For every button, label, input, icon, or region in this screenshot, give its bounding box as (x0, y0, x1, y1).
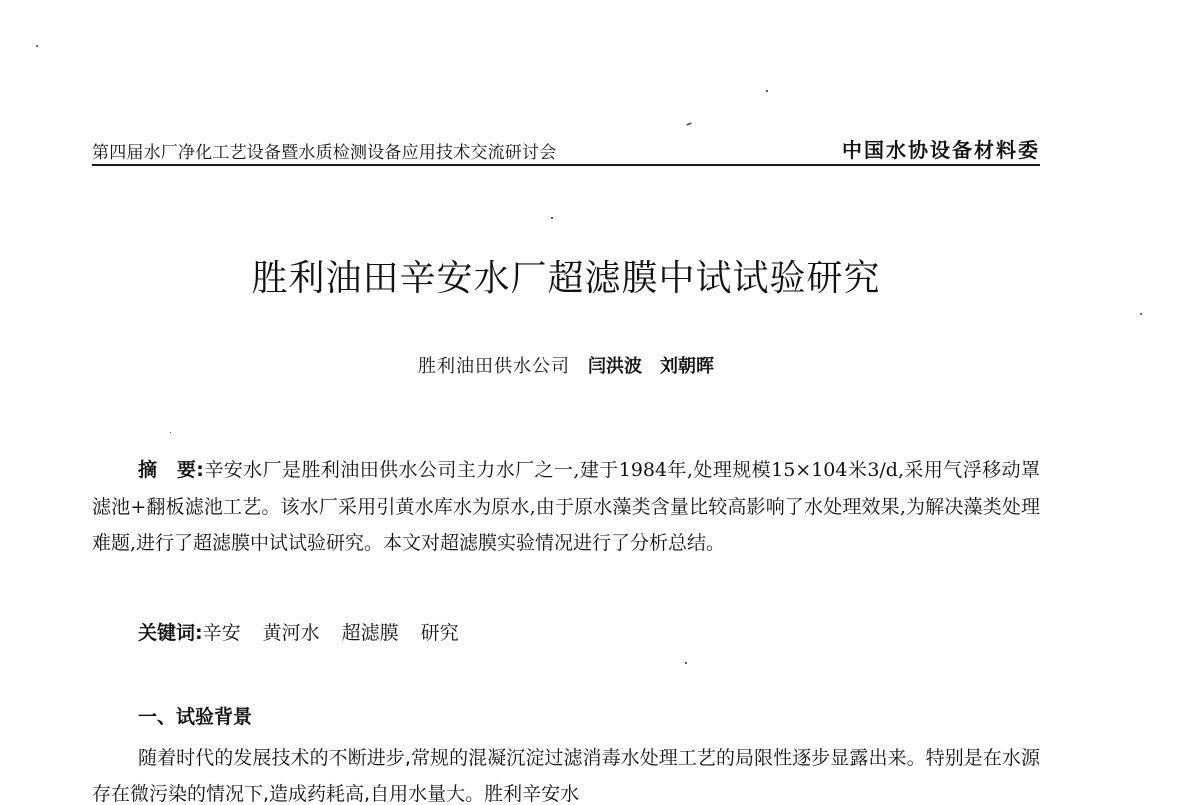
conference-name: 第四届水厂净化工艺设备暨水质检测设备应用技术交流研讨会 (92, 143, 557, 163)
abstract-label: 摘 要: (138, 459, 204, 481)
keyword: 研究 (420, 622, 459, 644)
author-name: 闫洪波 (588, 356, 642, 377)
author-organization: 胜利油田供水公司 (418, 356, 570, 377)
keyword: 超滤膜 (341, 622, 399, 644)
keyword: 黄河水 (262, 622, 320, 644)
keywords-label: 关键词: (138, 622, 203, 644)
body-paragraph: 随着时代的发展技术的不断进步,常规的混凝沉淀过滤消毒水处理工艺的局限性逐步显露出来。特别是在水源存在微污染的情况下,造成药耗高,自用水量大。胜利辛安水 (92, 747, 1040, 805)
keywords (138, 618, 481, 645)
abstract-text: 辛安水厂是胜利油田供水公司主力水厂之一,建于1984年,处理规模15×104米3/d,采用气浮移动罩滤池+翻板滤池工艺。该水厂采用引黄水库水为原水,由于原水藻类含量比较高影响了水处理效果,为解决藻类处理难题,进行了超滤膜中试试验研究。本文对超滤膜实验情况进行了分析总结。 (92, 459, 1040, 554)
keyword: 辛安 (202, 622, 241, 644)
author-name: 刘朝晖 (660, 356, 714, 377)
author-line (0, 352, 1132, 378)
paper-title: 胜利油田辛安水厂超滤膜中试试验研究 (251, 258, 881, 299)
running-header (92, 134, 1040, 166)
section-heading: 一、试验背景 (138, 706, 253, 728)
committee-name: 中国水协设备材料委 (842, 138, 1040, 162)
abstract (92, 452, 1040, 562)
